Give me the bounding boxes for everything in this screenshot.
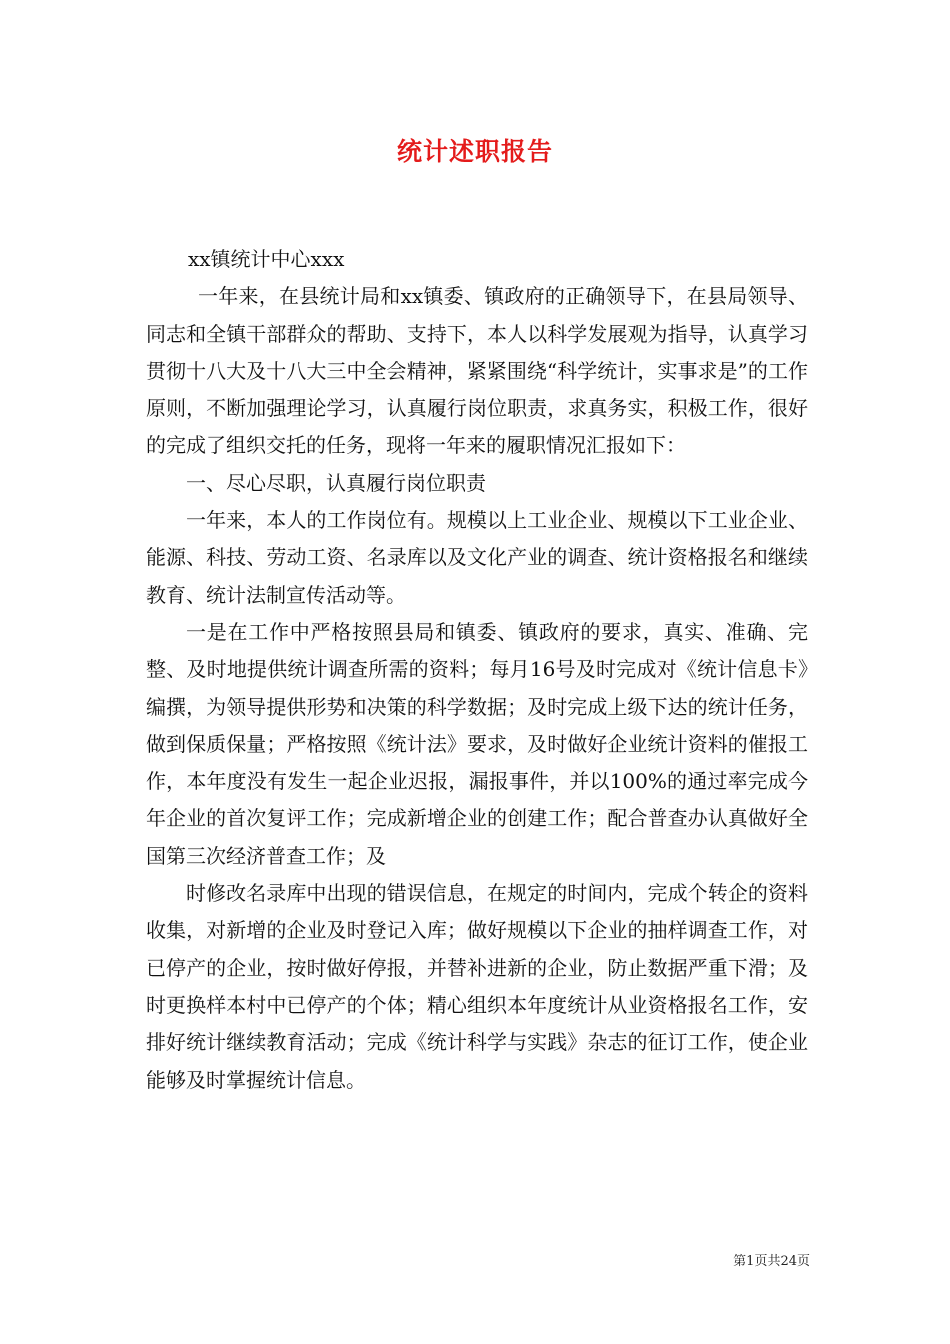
paragraph-duties: 一年来，本人的工作岗位有。规模以上工业企业、规模以下工业企业、能源、科技、劳动工资、名录库以及文化产业的调查、统计资格报名和继续教育、统计法制宣传活动等。 [146, 508, 808, 607]
document-body [146, 241, 808, 1099]
author-line: xx镇统计中心xxx [188, 247, 345, 271]
paragraph-intro: 一年来，在县统计局和xx镇委、镇政府的正确领导下，在县局领导、同志和全镇干部群众的帮助、支持下，本人以科学发展观为指导，认真学习贯彻十八大及十八大三中全会精神，紧紧围绕“科学统计，实事求是”的工作原则，不断加强理论学习，认真履行岗位职责，求真务实，积极工作，很好的完成了组织交托的任务，现将一年来的履职情况汇报如下： [146, 284, 808, 458]
paragraph-work-two: 时修改名录库中出现的错误信息，在规定的时间内，完成个转企的资料收集，对新增的企业及时登记入库；做好规模以下企业的抽样调查工作，对已停产的企业，按时做好停报，并替补进新的企业，防止数据严重下滑；及时更换样本村中已停产的个体；精心组织本年度统计从业资格报名工作，安排好统计继续教育活动；完成《统计科学与实践》杂志的征订工作，使企业能够及时掌握统计信息。 [146, 881, 808, 1092]
document-title: 统计述职报告 [396, 137, 553, 166]
section-heading: 一、尽心尽职，认真履行岗位职责 [186, 470, 486, 495]
paragraph-work-one: 一是在工作中严格按照县局和镇委、镇政府的要求，真实、准确、完整、及时地提供统计调查所需的资料；每月16号及时完成对《统计信息卡》编撰，为领导提供形势和决策的科学数据；及时完成上级下达的统计任务，做到保质保量；严格按照《统计法》要求，及时做好企业统计资料的催报工作，本年度没有发生一起企业迟报，漏报事件，并以100%的通过率完成今年企业的首次复评工作；完成新增企业的创建工作；配合普查办认真做好全国第三次经济普查工作；及 [146, 619, 808, 868]
page-number: 第1页共24页 [733, 1254, 810, 1269]
